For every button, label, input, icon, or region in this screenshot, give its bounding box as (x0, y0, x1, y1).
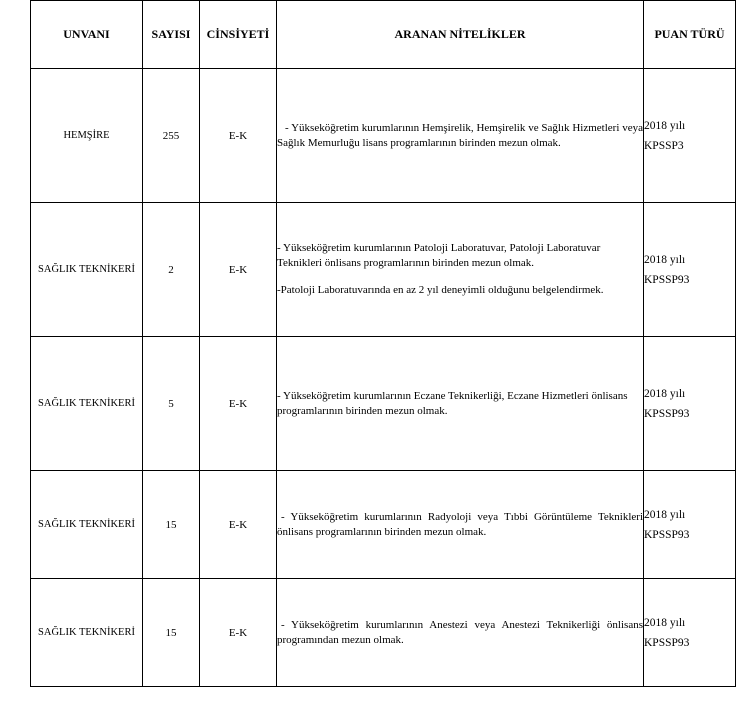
header-unvani: UNVANI (31, 1, 143, 69)
header-aranan-nitelikler: ARANAN NİTELİKLER (277, 1, 644, 69)
puan-type: KPSSP93 (644, 528, 690, 541)
cell-sayi: 255 (143, 69, 200, 203)
nitelik-text-extra: -Patoloji Laboratuvarında en az 2 yıl deneyimli olduğunu belgelendirmek. (277, 284, 604, 296)
cell-puan (644, 579, 736, 687)
cell-sayi: 2 (143, 203, 200, 337)
nitelik-text: - Yükseköğretim kurumlarının Patoloji Laboratuvar, Patoloji Laboratuvar Teknikleri önlisans programlarının birinden mezun olmak. (277, 242, 601, 269)
puan-type: KPSSP93 (644, 636, 690, 649)
cell-puan (644, 471, 736, 579)
cell-nitelikler (277, 471, 644, 579)
puan-type: KPSSP93 (644, 273, 690, 286)
puan-year: 2018 yılı (644, 508, 686, 521)
table-row (31, 69, 736, 203)
cell-nitelikler (277, 337, 644, 471)
cell-nitelikler (277, 69, 644, 203)
cell-cinsiyet: E-K (200, 69, 277, 203)
table-row (31, 471, 736, 579)
puan-year: 2018 yılı (644, 387, 686, 400)
nitelik-text: - Yükseköğretim kurumlarının Eczane Teknikerliği, Eczane Hizmetleri önlisans programlarının birinden mezun olmak. (277, 389, 628, 417)
cell-sayi: 15 (143, 579, 200, 687)
cell-unvan: SAĞLIK TEKNİKERİ (31, 579, 143, 687)
table-row (31, 579, 736, 687)
cell-sayi: 15 (143, 471, 200, 579)
cell-puan (644, 69, 736, 203)
cell-unvan: SAĞLIK TEKNİKERİ (31, 337, 143, 471)
table-row (31, 203, 736, 337)
cell-cinsiyet: E-K (200, 579, 277, 687)
header-puan-turu: PUAN TÜRÜ (644, 1, 736, 69)
cell-cinsiyet: E-K (200, 471, 277, 579)
puan-year: 2018 yılı (644, 253, 686, 266)
cell-unvan: SAĞLIK TEKNİKERİ (31, 203, 143, 337)
cell-unvan: SAĞLIK TEKNİKERİ (31, 471, 143, 579)
cell-unvan: HEMŞİRE (31, 69, 143, 203)
positions-table (30, 0, 736, 687)
cell-nitelikler (277, 579, 644, 687)
cell-cinsiyet: E-K (200, 337, 277, 471)
nitelik-text: - Yükseköğretim kurumlarının Hemşirelik, Hemşirelik ve Sağlık Hizmetleri veya Sağlık Memurluğu lisans programlarının birinden mezun olmak. (277, 121, 643, 149)
puan-type: KPSSP93 (644, 407, 690, 420)
cell-sayi: 5 (143, 337, 200, 471)
nitelik-text: - Yükseköğretim kurumlarının Anestezi veya Anestezi Teknikerliği önlisans programından mezun olmak. (277, 618, 643, 646)
puan-type: KPSSP3 (644, 139, 684, 152)
nitelik-text: - Yükseköğretim kurumlarının Radyoloji veya Tıbbi Görüntüleme Teknikleri önlisans programlarının birinden mezun olmak. (277, 510, 643, 538)
header-row (31, 1, 736, 69)
cell-puan (644, 337, 736, 471)
table-row (31, 337, 736, 471)
cell-nitelikler (277, 203, 644, 337)
puan-year: 2018 yılı (644, 119, 686, 132)
puan-year: 2018 yılı (644, 616, 686, 629)
header-sayisi: SAYISI (143, 1, 200, 69)
cell-puan (644, 203, 736, 337)
cell-cinsiyet: E-K (200, 203, 277, 337)
header-cinsiyeti: CİNSİYETİ (200, 1, 277, 69)
